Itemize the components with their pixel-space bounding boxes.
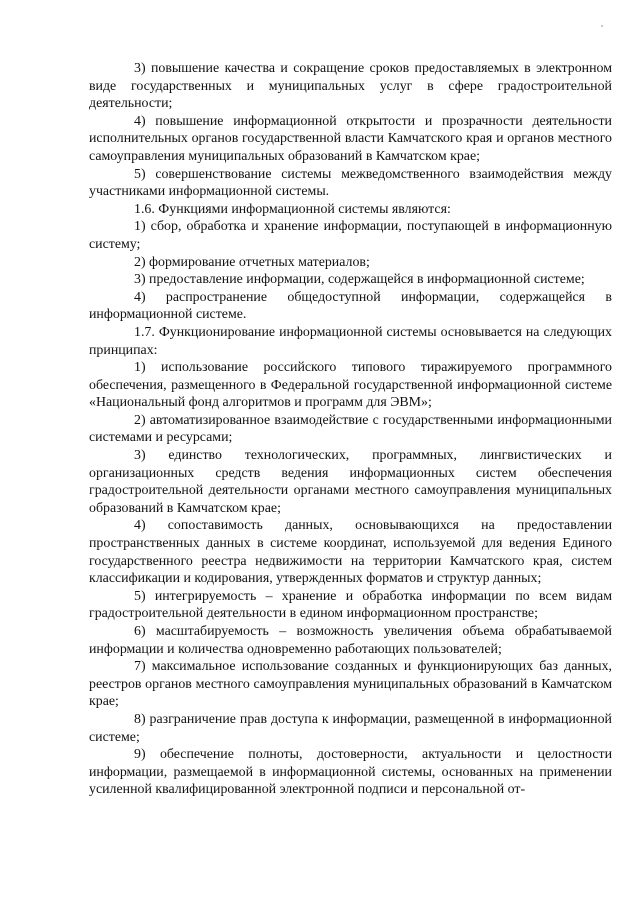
- principle-7-reuse: 7) максимальное использование созданных и функционирующих баз данных, реестров органов местного самоуправления муниципальных образований в Камчатском крае;: [89, 659, 612, 710]
- function-4-distribution: 4) распространение общедоступной информации, содержащейся в информационной системе.: [89, 289, 612, 323]
- paragraph-4-openness: 4) повышение информационной открытости и прозрачности деятельности исполнительных органов государственной власти Камчатского края и органов местного самоуправления муниципальных образований в Камчатском крае;: [89, 113, 612, 164]
- scan-speck: [601, 25, 603, 27]
- section-1-7-heading: 1.7. Функционирование информационной системы основывается на следующих принципах:: [89, 324, 612, 358]
- principle-9-integrity: 9) обеспечение полноты, достоверности, актуальности и целостности информации, размещаемой в информационной системы, основанных на применении усиленной квалифицированной электронной подписи и персональной от-: [89, 747, 612, 798]
- section-1-6-heading: 1.6. Функциями информационной системы являются:: [134, 201, 451, 217]
- principle-3-unity: 3) единство технологических, программных, лингвистических и организационных средств ведения информационных систем обеспечения градостроительной деятельности органами местного самоуправления муниципальных образований в Камчатском крае;: [89, 448, 612, 516]
- principle-1-software: 1) использование российского типового тиражируемого программного обеспечения, размещенного в Федеральной государственной информационной системе «Национальный фонд алгоритмов и программ для ЭВМ»;: [89, 360, 612, 411]
- paragraph-3-quality: 3) повышение качества и сокращение сроков предоставляемых в электронном виде государственных и муниципальных услуг в сфере градостроительной деятельности;: [89, 61, 612, 112]
- principle-6-scalability: 6) масштабируемость – возможность увеличения объема обрабатываемой информации и количества одновременно работающих пользователей;: [89, 624, 612, 657]
- paragraph-5-interaction: 5) совершенствование системы межведомственного взаимодействия между участниками информационной системы.: [89, 166, 612, 200]
- principle-2-automation: 2) автоматизированное взаимодействие с государственными информационными системами и ресурсами;: [89, 412, 612, 446]
- principle-4-comparability: 4) сопоставимость данных, основывающихся на предоставлении пространственных данных в системе координат, используемой для ведения Единого государственного реестра недвижимости на территории Камчатского края, систем классификации и кодирования, утвержденных форматов и структур данных;: [89, 518, 612, 587]
- principle-8-access: 8) разграничение прав доступа к информации, размещенной в информационной системе;: [89, 711, 612, 745]
- principle-5-integrability: 5) интегрируемость – хранение и обработка информации по всем видам градостроительной деятельности в едином информационном пространстве;: [89, 588, 612, 622]
- function-1-collection: 1) сбор, обработка и хранение информации, поступающей в информационную систему;: [89, 219, 612, 252]
- document-page: [89, 60, 612, 799]
- function-3-provision: 3) предоставление информации, содержащейся в информационной системе;: [134, 272, 585, 288]
- function-2-reports: 2) формирование отчетных материалов;: [134, 254, 370, 270]
